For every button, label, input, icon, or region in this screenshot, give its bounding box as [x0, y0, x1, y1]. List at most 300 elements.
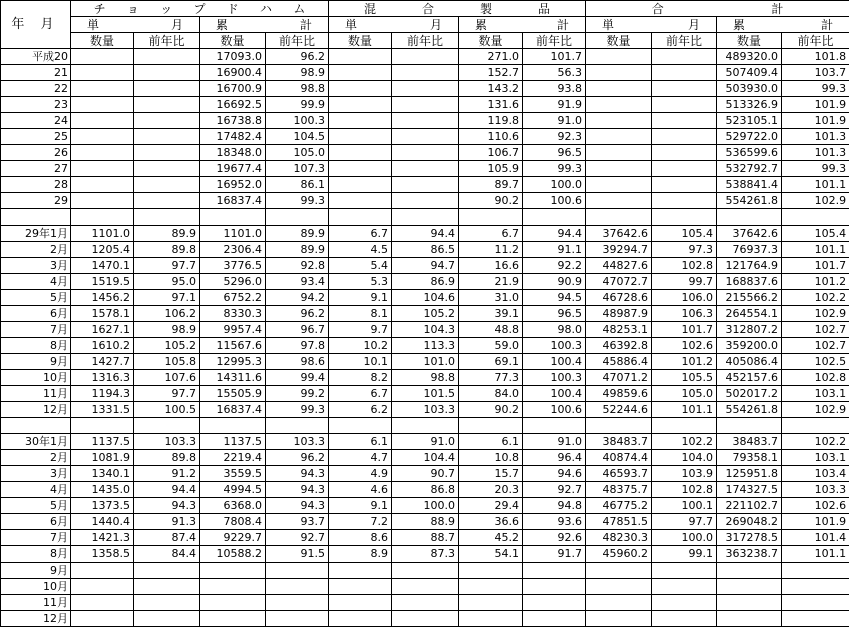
table-cell: 103.3 [392, 402, 459, 418]
table-cell: 47072.7 [586, 273, 652, 289]
yoy-header: 前年比 [392, 33, 459, 49]
qty-header: 数量 [459, 33, 523, 49]
table-cell: 48987.9 [586, 305, 652, 321]
table-cell: 101.3 [782, 129, 849, 145]
table-row [1, 289, 849, 305]
table-cell [652, 209, 717, 225]
table-cell [134, 594, 200, 610]
table-cell: 9957.4 [200, 321, 266, 337]
table-cell [329, 161, 392, 177]
table-cell [586, 49, 652, 65]
table-cell: 16837.4 [200, 193, 266, 209]
mixed-cumulative-header: 累 計 [459, 17, 586, 33]
table-cell [329, 81, 392, 97]
table-cell: 101.1 [782, 241, 849, 257]
table-cell: 131.6 [459, 97, 523, 113]
row-label [1, 418, 71, 434]
table-row [1, 305, 849, 321]
table-cell: 92.8 [266, 257, 329, 273]
row-label: 30年1月 [1, 434, 71, 450]
table-cell: 38483.7 [717, 434, 782, 450]
table-cell [71, 161, 134, 177]
mixed-products-header: 混 合 製 品 [329, 1, 586, 17]
table-row [1, 594, 849, 610]
table-cell [523, 209, 586, 225]
table-cell: 103.3 [782, 482, 849, 498]
table-cell: 14311.6 [200, 369, 266, 385]
table-cell: 101.1 [652, 402, 717, 418]
table-cell: 103.7 [782, 65, 849, 81]
table-cell: 49859.6 [586, 385, 652, 401]
table-cell: 87.4 [134, 530, 200, 546]
table-row [1, 546, 849, 562]
table-cell [586, 578, 652, 594]
table-cell: 7.2 [329, 514, 392, 530]
table-cell: 90.9 [523, 273, 586, 289]
table-cell [329, 594, 392, 610]
table-cell [392, 209, 459, 225]
table-cell: 102.9 [782, 402, 849, 418]
table-cell [134, 81, 200, 97]
table-cell [392, 97, 459, 113]
table-cell: 113.3 [392, 337, 459, 353]
table-cell: 264554.1 [717, 305, 782, 321]
table-cell: 100.0 [392, 498, 459, 514]
table-cell [586, 145, 652, 161]
table-cell: 152.7 [459, 65, 523, 81]
table-row [1, 466, 849, 482]
table-cell [586, 177, 652, 193]
table-cell: 105.4 [782, 225, 849, 241]
table-row [1, 65, 849, 81]
table-cell: 6.1 [329, 434, 392, 450]
yoy-header: 前年比 [523, 33, 586, 49]
table-cell: 2219.4 [200, 450, 266, 466]
table-cell: 48253.1 [586, 321, 652, 337]
table-cell: 94.2 [266, 289, 329, 305]
total-monthly-header: 単 月 [586, 17, 717, 33]
row-label: 25 [1, 129, 71, 145]
table-row [1, 273, 849, 289]
table-cell: 1194.3 [71, 385, 134, 401]
table-cell [717, 418, 782, 434]
row-label: 21 [1, 65, 71, 81]
table-cell [200, 209, 266, 225]
qty-header: 数量 [586, 33, 652, 49]
table-cell [71, 610, 134, 626]
table-cell: 554261.8 [717, 402, 782, 418]
table-cell: 105.4 [652, 225, 717, 241]
table-row [1, 209, 849, 225]
table-cell: 69.1 [459, 353, 523, 369]
table-cell: 16692.5 [200, 97, 266, 113]
table-cell: 96.2 [266, 305, 329, 321]
table-cell [134, 49, 200, 65]
table-cell [523, 610, 586, 626]
table-cell [329, 562, 392, 578]
table-cell [652, 193, 717, 209]
table-cell: 215566.2 [717, 289, 782, 305]
table-cell [329, 177, 392, 193]
table-cell: 100.6 [523, 402, 586, 418]
table-cell [134, 177, 200, 193]
table-cell [459, 578, 523, 594]
table-cell: 37642.6 [717, 225, 782, 241]
table-cell: 91.5 [266, 546, 329, 562]
table-cell: 103.3 [266, 434, 329, 450]
table-cell: 1578.1 [71, 305, 134, 321]
table-cell: 513326.9 [717, 97, 782, 113]
table-cell: 91.0 [392, 434, 459, 450]
table-cell: 1435.0 [71, 482, 134, 498]
table-cell: 46392.8 [586, 337, 652, 353]
table-cell: 174327.5 [717, 482, 782, 498]
table-cell: 103.1 [782, 385, 849, 401]
table-cell: 39294.7 [586, 241, 652, 257]
table-cell [652, 177, 717, 193]
table-row [1, 562, 849, 578]
table-cell [459, 209, 523, 225]
table-cell [200, 578, 266, 594]
table-cell: 1519.5 [71, 273, 134, 289]
table-cell: 1316.3 [71, 369, 134, 385]
table-cell: 102.7 [782, 337, 849, 353]
row-label: 29 [1, 193, 71, 209]
table-cell: 45.2 [459, 530, 523, 546]
table-cell [652, 594, 717, 610]
row-label: 6月 [1, 305, 71, 321]
table-cell: 31.0 [459, 289, 523, 305]
table-cell [134, 562, 200, 578]
table-cell [782, 578, 849, 594]
table-cell [652, 578, 717, 594]
table-cell [392, 145, 459, 161]
table-cell: 99.2 [266, 385, 329, 401]
table-cell: 121764.9 [717, 257, 782, 273]
table-cell: 90.2 [459, 402, 523, 418]
table-cell: 103.9 [652, 466, 717, 482]
table-cell: 91.3 [134, 514, 200, 530]
row-label: 9月 [1, 353, 71, 369]
table-cell: 554261.8 [717, 193, 782, 209]
table-body [1, 49, 849, 627]
table-cell: 45886.4 [586, 353, 652, 369]
table-cell: 105.2 [392, 305, 459, 321]
table-cell: 359200.0 [717, 337, 782, 353]
table-cell: 97.7 [134, 385, 200, 401]
table-cell: 100.0 [652, 530, 717, 546]
table-row [1, 49, 849, 65]
table-cell: 99.9 [266, 97, 329, 113]
table-cell: 102.6 [652, 337, 717, 353]
table-cell: 94.4 [392, 225, 459, 241]
table-cell: 101.9 [782, 97, 849, 113]
table-cell [392, 129, 459, 145]
table-cell: 3776.5 [200, 257, 266, 273]
table-cell [392, 418, 459, 434]
total-cumulative-header: 累 計 [717, 17, 849, 33]
row-label: 5月 [1, 289, 71, 305]
table-row [1, 434, 849, 450]
row-label: 2月 [1, 241, 71, 257]
table-cell [266, 610, 329, 626]
table-cell: 100.3 [523, 337, 586, 353]
table-cell: 11.2 [459, 241, 523, 257]
table-cell [71, 193, 134, 209]
table-cell: 101.2 [782, 273, 849, 289]
table-cell: 99.3 [523, 161, 586, 177]
table-cell: 15.7 [459, 466, 523, 482]
table-cell [652, 81, 717, 97]
table-cell: 99.3 [266, 193, 329, 209]
table-cell: 102.6 [782, 498, 849, 514]
table-row [1, 418, 849, 434]
table-cell: 5.4 [329, 257, 392, 273]
table-cell: 102.2 [652, 434, 717, 450]
table-cell: 523105.1 [717, 113, 782, 129]
row-label: 11月 [1, 594, 71, 610]
table-cell: 1340.1 [71, 466, 134, 482]
table-cell: 101.9 [782, 113, 849, 129]
qty-header: 数量 [71, 33, 134, 49]
table-row [1, 193, 849, 209]
table-cell: 1137.5 [71, 434, 134, 450]
table-cell: 98.9 [134, 321, 200, 337]
table-cell: 17482.4 [200, 129, 266, 145]
table-cell: 38483.7 [586, 434, 652, 450]
table-cell [652, 562, 717, 578]
column-header-row [1, 33, 849, 49]
table-cell [134, 161, 200, 177]
table-cell: 20.3 [459, 482, 523, 498]
table-cell [459, 418, 523, 434]
row-label: 3月 [1, 466, 71, 482]
yoy-header: 前年比 [652, 33, 717, 49]
table-cell: 46775.2 [586, 498, 652, 514]
table-cell: 11567.6 [200, 337, 266, 353]
table-cell [392, 594, 459, 610]
table-cell [459, 610, 523, 626]
table-cell [523, 418, 586, 434]
table-cell: 8.2 [329, 369, 392, 385]
table-cell: 48230.3 [586, 530, 652, 546]
table-cell [392, 65, 459, 81]
table-cell [71, 209, 134, 225]
table-cell: 29.4 [459, 498, 523, 514]
table-row [1, 450, 849, 466]
table-cell [652, 49, 717, 65]
table-cell [329, 65, 392, 81]
table-cell: 77.3 [459, 369, 523, 385]
table-cell [71, 97, 134, 113]
table-cell [652, 129, 717, 145]
table-cell [134, 113, 200, 129]
table-cell: 86.5 [392, 241, 459, 257]
table-cell [392, 81, 459, 97]
row-label: 28 [1, 177, 71, 193]
table-cell [329, 193, 392, 209]
table-cell [329, 578, 392, 594]
table-cell [717, 562, 782, 578]
table-row [1, 177, 849, 193]
table-cell [459, 562, 523, 578]
year-month-header: 年 月 [1, 1, 71, 49]
table-cell: 93.6 [523, 514, 586, 530]
row-label: 4月 [1, 482, 71, 498]
table-cell [71, 49, 134, 65]
table-cell: 101.9 [782, 514, 849, 530]
table-cell: 94.6 [523, 466, 586, 482]
table-cell: 104.0 [652, 450, 717, 466]
mixed-monthly-header: 単 月 [329, 17, 459, 33]
table-cell [652, 65, 717, 81]
table-cell [782, 209, 849, 225]
table-cell [459, 594, 523, 610]
table-cell [392, 610, 459, 626]
table-cell: 46593.7 [586, 466, 652, 482]
row-label [1, 209, 71, 225]
table-cell: 98.6 [266, 353, 329, 369]
table-row [1, 337, 849, 353]
table-row [1, 369, 849, 385]
table-cell: 107.3 [266, 161, 329, 177]
row-label: 10月 [1, 369, 71, 385]
table-cell [782, 610, 849, 626]
qty-header: 数量 [717, 33, 782, 49]
table-cell: 405086.4 [717, 353, 782, 369]
table-cell [392, 113, 459, 129]
row-label: 平成20 [1, 49, 71, 65]
table-cell: 102.2 [782, 289, 849, 305]
table-cell [134, 578, 200, 594]
table-cell: 97.1 [134, 289, 200, 305]
table-cell: 101.1 [782, 177, 849, 193]
row-label: 26 [1, 145, 71, 161]
table-row [1, 81, 849, 97]
table-cell [782, 562, 849, 578]
table-cell: 1427.7 [71, 353, 134, 369]
table-cell: 536599.6 [717, 145, 782, 161]
table-cell: 9.1 [329, 498, 392, 514]
table-cell: 48.8 [459, 321, 523, 337]
table-cell [329, 418, 392, 434]
table-cell: 98.0 [523, 321, 586, 337]
table-cell: 88.7 [392, 530, 459, 546]
table-cell [586, 161, 652, 177]
table-cell [652, 145, 717, 161]
table-row [1, 498, 849, 514]
table-cell [329, 610, 392, 626]
table-cell: 94.3 [266, 466, 329, 482]
table-cell: 96.7 [266, 321, 329, 337]
table-cell [392, 193, 459, 209]
table-cell: 99.4 [266, 369, 329, 385]
row-label: 29年1月 [1, 225, 71, 241]
table-cell: 1081.9 [71, 450, 134, 466]
table-cell: 93.7 [266, 514, 329, 530]
table-cell: 16900.4 [200, 65, 266, 81]
table-cell: 103.3 [134, 434, 200, 450]
table-cell: 92.2 [523, 257, 586, 273]
table-cell [586, 113, 652, 129]
table-cell: 101.7 [652, 321, 717, 337]
table-cell: 17093.0 [200, 49, 266, 65]
table-cell: 16738.8 [200, 113, 266, 129]
table-cell [134, 418, 200, 434]
table-cell [392, 161, 459, 177]
table-cell [71, 177, 134, 193]
table-cell: 46728.6 [586, 289, 652, 305]
table-cell: 92.6 [523, 530, 586, 546]
table-cell: 102.9 [782, 305, 849, 321]
table-cell [200, 610, 266, 626]
table-cell [782, 418, 849, 434]
table-cell [266, 418, 329, 434]
table-cell: 16700.9 [200, 81, 266, 97]
table-cell [134, 193, 200, 209]
table-cell: 99.1 [652, 546, 717, 562]
row-label: 9月 [1, 562, 71, 578]
table-row [1, 482, 849, 498]
table-cell [717, 594, 782, 610]
table-cell: 317278.5 [717, 530, 782, 546]
table-cell [586, 97, 652, 113]
table-cell: 4.5 [329, 241, 392, 257]
table-cell: 100.5 [134, 402, 200, 418]
table-cell [586, 418, 652, 434]
table-cell: 56.3 [523, 65, 586, 81]
qty-header: 数量 [200, 33, 266, 49]
table-row [1, 353, 849, 369]
table-cell: 48375.7 [586, 482, 652, 498]
table-cell [71, 65, 134, 81]
table-cell: 47851.5 [586, 514, 652, 530]
table-cell: 94.7 [392, 257, 459, 273]
table-row [1, 321, 849, 337]
yoy-header: 前年比 [782, 33, 849, 49]
table-cell: 6.1 [459, 434, 523, 450]
table-cell: 4.9 [329, 466, 392, 482]
table-cell: 103.1 [782, 450, 849, 466]
table-cell: 489320.0 [717, 49, 782, 65]
table-cell: 5296.0 [200, 273, 266, 289]
table-cell: 94.8 [523, 498, 586, 514]
table-cell: 87.3 [392, 546, 459, 562]
table-cell [717, 578, 782, 594]
table-cell [134, 97, 200, 113]
table-cell [71, 81, 134, 97]
table-cell [586, 594, 652, 610]
table-cell: 92.7 [523, 482, 586, 498]
table-cell: 102.9 [782, 193, 849, 209]
row-label: 23 [1, 97, 71, 113]
row-label: 7月 [1, 530, 71, 546]
table-cell [586, 65, 652, 81]
table-cell: 100.0 [523, 177, 586, 193]
table-cell: 1101.0 [71, 225, 134, 241]
table-cell: 91.2 [134, 466, 200, 482]
table-cell: 10.8 [459, 450, 523, 466]
table-cell [134, 65, 200, 81]
table-cell: 96.5 [523, 145, 586, 161]
table-cell: 104.5 [266, 129, 329, 145]
table-cell [71, 113, 134, 129]
table-cell: 99.7 [652, 273, 717, 289]
row-label: 12月 [1, 402, 71, 418]
table-cell [134, 145, 200, 161]
table-cell: 99.3 [266, 402, 329, 418]
table-cell: 9.1 [329, 289, 392, 305]
